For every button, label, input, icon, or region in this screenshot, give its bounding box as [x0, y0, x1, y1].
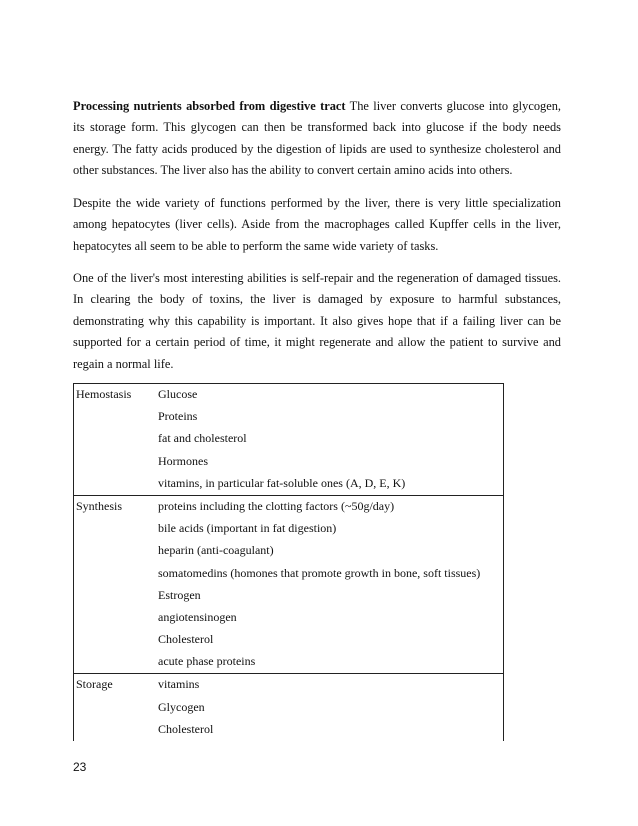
list-item: acute phase proteins: [158, 654, 256, 669]
category-label: Synthesis: [76, 498, 123, 513]
list-item: Estrogen: [158, 587, 201, 602]
category-label: Storage: [76, 677, 113, 692]
paragraph-nutrient-processing: [73, 96, 561, 182]
list-item: bile acids (important in fat digestion): [158, 521, 337, 536]
list-item: vitamins, in particular fat-soluble ones (A, D, E, K): [158, 475, 406, 490]
list-item: Cholesterol: [158, 632, 214, 647]
table-row-hemostasis: [74, 384, 503, 495]
list-item: Glycogen: [158, 699, 205, 714]
list-item: Cholesterol: [158, 721, 214, 736]
table-row-synthesis: [74, 495, 503, 674]
paragraph-body: The liver converts glucose into glycogen, its storage form. This glycogen can then be transformed back into glucose if the body needs energy. The fatty acids produced by the digestion of lipids are used to synthesize cholesterol and other substances. The liver also has the ability to convert certain amino acids into others.: [73, 99, 561, 178]
paragraph-hepatocytes: Despite the wide variety of functions performed by the liver, there is very little specialization among hepatocytes (liver cells). Aside from the macrophages called Kupffer cells in the liver, hepatocytes all seem to be able to perform the same wide variety of tasks.: [73, 196, 561, 253]
paragraph-self-repair: One of the liver's most interesting abilities is self-repair and the regeneration of damaged tissues. In clearing the body of toxins, the liver is damaged by exposure to harmful substances, demonstrating why this capability is important. It also gives hope that if a failing liver can be supported for a certain period of time, it might regenerate and allow the patient to survive and regain a normal life.: [73, 271, 561, 371]
page-number: 23: [73, 760, 87, 774]
category-label: Hemostasis: [76, 387, 132, 401]
list-item: heparin (anti-coagulant): [158, 543, 274, 558]
list-item: proteins including the clotting factors (~50g/day): [158, 498, 395, 513]
list-item: Proteins: [158, 409, 198, 424]
liver-functions-table: [73, 383, 504, 741]
list-item: Hormones: [158, 453, 208, 468]
list-item: somatomedins (homones that promote growth in bone, soft tissues): [158, 565, 481, 580]
list-item: Glucose: [158, 387, 198, 401]
list-item: fat and cholesterol: [158, 431, 247, 446]
table-row-storage: [74, 674, 503, 741]
list-item: vitamins: [158, 677, 200, 692]
paragraph-heading: Processing nutrients absorbed from digestive tract: [73, 99, 346, 113]
list-item: angiotensinogen: [158, 609, 237, 624]
